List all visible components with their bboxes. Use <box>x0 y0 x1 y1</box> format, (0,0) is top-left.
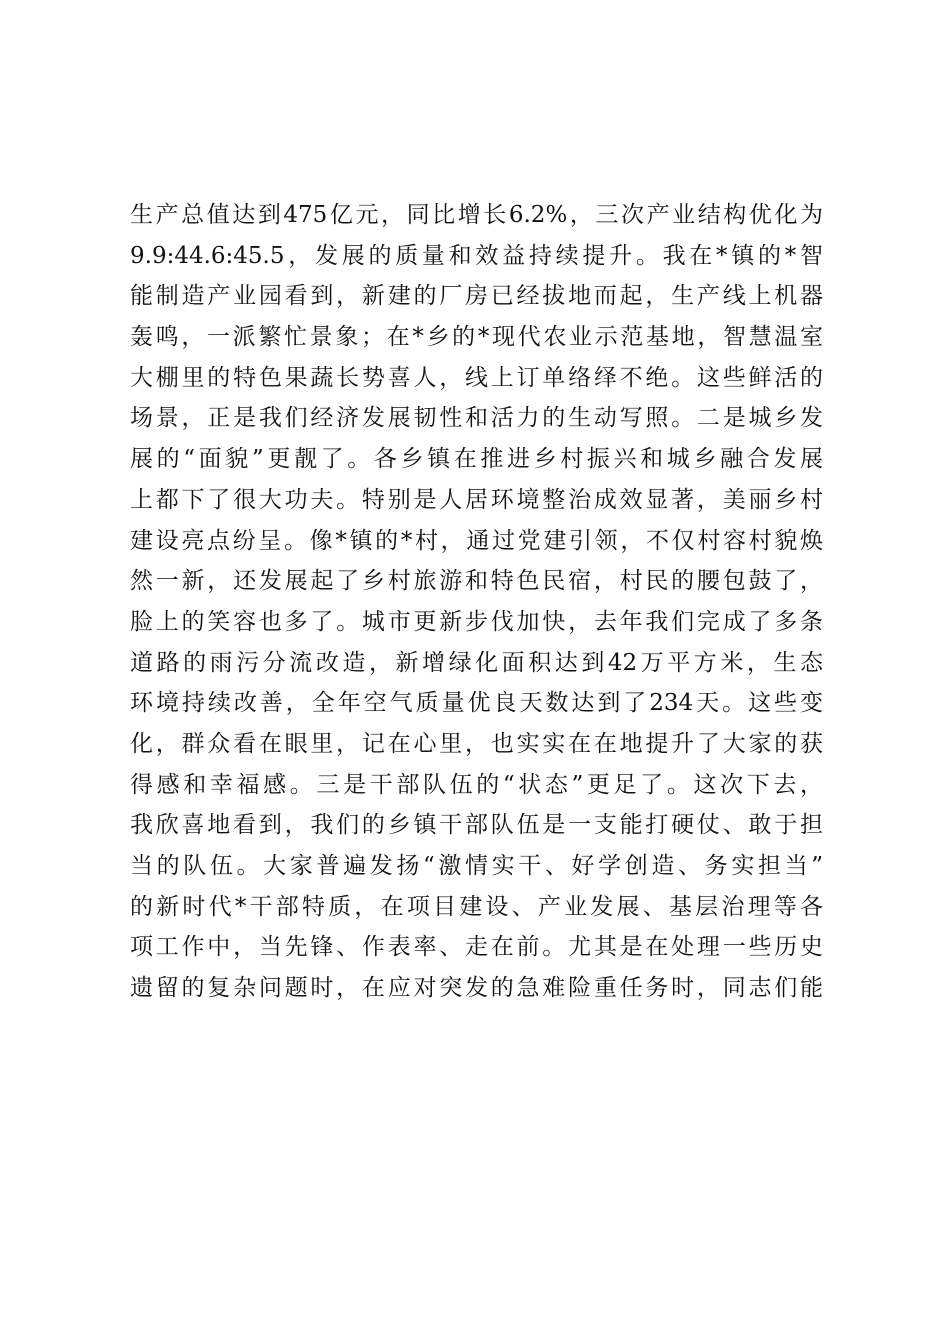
text-line: 的新时代*干部特质，在项目建设、产业发展、基层治理等各 <box>130 893 823 920</box>
text-line: 9.9:44.6:45.5，发展的质量和效益持续提升。我在*镇的*智 <box>130 242 823 269</box>
text-line: 脸上的笑容也多了。城市更新步伐加快，去年我们完成了多条 <box>130 608 823 635</box>
text-line: 化，群众看在眼里，记在心里，也实实在在地提升了大家的获 <box>130 730 823 757</box>
text-line: 项工作中，当先锋、作表率、走在前。尤其是在处理一些历史 <box>130 934 823 961</box>
text-line: 得感和幸福感。三是干部队伍的“状态”更足了。这次下去， <box>130 771 823 798</box>
text-line: 展的“面貌”更靓了。各乡镇在推进乡村振兴和城乡融合发展 <box>130 446 823 473</box>
text-line: 我欣喜地看到，我们的乡镇干部队伍是一支能打硬仗、敢于担 <box>130 812 823 839</box>
text-line: 环境持续改善，全年空气质量优良天数达到了234天。这些变 <box>130 690 823 717</box>
document-body <box>130 195 823 1009</box>
text-line: 轰鸣，一派繁忙景象；在*乡的*现代农业示范基地，智慧温室 <box>130 324 823 351</box>
text-line: 上都下了很大功夫。特别是人居环境整治成效显著，美丽乡村 <box>130 486 823 513</box>
text-line: 遗留的复杂问题时，在应对突发的急难险重任务时，同志们能 <box>130 975 823 1002</box>
text-line: 生产总值达到475亿元，同比增长6.2%，三次产业结构优化为 <box>130 202 823 228</box>
text-line: 当的队伍。大家普遍发扬“激情实干、好学创造、务实担当” <box>130 853 823 879</box>
text-line: 建设亮点纷呈。像*镇的*村，通过党建引领，不仅村容村貌焕 <box>130 527 823 554</box>
text-line: 能制造产业园看到，新建的厂房已经拔地而起，生产线上机器 <box>130 283 823 310</box>
text-line: 场景，正是我们经济发展韧性和活力的生动写照。二是城乡发 <box>130 405 823 432</box>
text-line: 道路的雨污分流改造，新增绿化面积达到42万平方米，生态 <box>130 649 823 676</box>
text-line: 然一新，还发展起了乡村旅游和特色民宿，村民的腰包鼓了， <box>130 568 823 595</box>
text-line: 大棚里的特色果蔬长势喜人，线上订单络绎不绝。这些鲜活的 <box>130 364 823 391</box>
